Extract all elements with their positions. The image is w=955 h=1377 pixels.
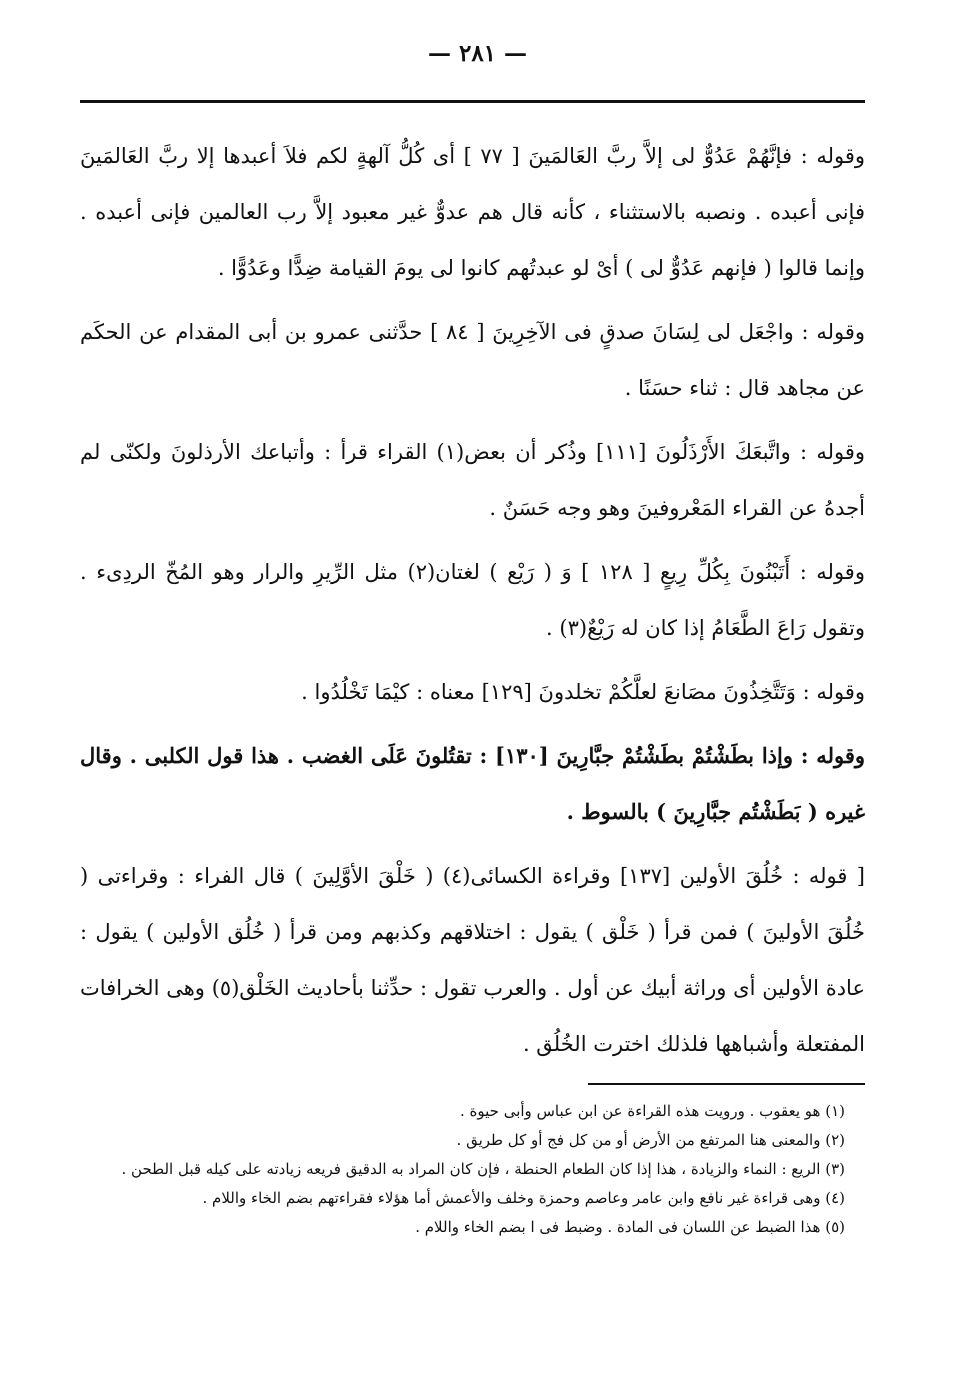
footnote-5: (٥) هذا الضبط عن اللسان فى المادة . وضبط فى ا بضم الخاء واللام . [415,1218,845,1236]
paragraph-verse-137: [ قوله : خُلُقَ الأولين [١٣٧] وقراءة الكسائى(٤) ( خَلْقَ الأوَّلِينَ ) قال الفراء : وقراءتى ( خُلُقَ الأولينَ ) فمن قرأ ( خَلْق ) يقول : اختلاقهم وكذبهم ومن قرأ ( خُلُق الأولين ) يقول : عادة الأولين أى وراثة أبيك عن أول . والعرب تقول : حدِّثنا بأحاديث الخَلْق(٥) وهى الخرافات المفتعلة وأشباهها فلذلك اخترت الخُلُق . [80,864,865,1056]
paragraph-verse-130: وقوله : وإذا بطَشْتُمْ بطَشْتُمْ جبَّارِينَ [١٣٠] : تقتُلونَ عَلَى الغضب . هذا قول الكلبى . وقال غيره ( بَطَشْتُم جبَّارِينَ ) بالسوط . [80,743,865,824]
footnote-4: (٤) وهى قراءة غير نافع وابن عامر وعاصم وحمزة وخلف والأعمش أما هؤلاء فقراءتهم بضم الخاء واللام . [202,1189,845,1207]
footnote-1: (١) هو يعقوب . ورويت هذه القراءة عن ابن عباس وأبى حيوة . [460,1102,845,1120]
header-rule [80,100,865,103]
paragraph-verse-129: وقوله : وَتَتَّخِذُونَ مصَانعَ لعلَّكُمْ تخلدونَ [١٢٩] معناه : كيْمَا تَخْلُدُوا . [301,680,865,704]
footnote-rule [588,1083,865,1085]
footnotes [80,1098,865,1243]
main-text [80,128,865,1080]
paragraph-verse-111: وقوله : واتَّبعَكَ الأَرْذَلُونَ [١١١] وذُكر أن بعض(١) القراء قرأ : وأتباعك الأرذلونَ ولكنّى لم أجدهُ عن القراء المَعْروفينَ وهو وجه حَسَنٌ . [80,440,865,520]
footnote-3: (٣) الريع : النماء والزيادة ، هذا إذا كان الطعام الحنطة ، فإن كان المراد به الدقيق فريعه زيادته على كيله قبل الطحن . [121,1160,845,1178]
paragraph-verse-84: وقوله : واجْعَل لى لِسَانَ صدقٍ فى الآخِرِينَ [ ٨٤ ] حدَّثنى عمرو بن أبى المقدام عن الحكَم عن مجاهد قال : ثناء حسَنًا . [80,320,866,400]
page-number: — ٢٨١ — [427,40,528,67]
footnote-2: (٢) والمعنى هنا المرتفع من الأرض أو من كل فج أو كل طريق . [456,1131,845,1149]
paragraph-verse-128: وقوله : أَتَبْنُونَ بِكُلِّ رِيعٍ [ ١٢٨ ] وَ ( رَيْع ) لغتان(٢) مثل الرِّيرِ والرار وهو المُخّ الردِىء . وتقول رَاعَ الطَّعَامُ إذا كان له رَيْعٌ(٣) . [80,560,865,640]
paragraph-verse-77: وقوله : فإنَّهُمْ عَدُوٌّ لى إلاَّ ربَّ العَالمَينَ [ ٧٧ ] أى كُلُّ آلهةٍ لكم فلاَ أعبدها إلا ربَّ العَالمَينَ فإنى أعبده . ونصبه بالاستثناء ، كأنه قال هم عدوٌّ غير معبود إلاَّ رب العالمين فإنى أعبده . وإنما قالوا ( فإنهم عَدُوٌّ لى ) أىْ لو عبدتُهم كانوا لى يومَ القيامة ضِدًّا وعَدُوًّا . [80,144,865,280]
